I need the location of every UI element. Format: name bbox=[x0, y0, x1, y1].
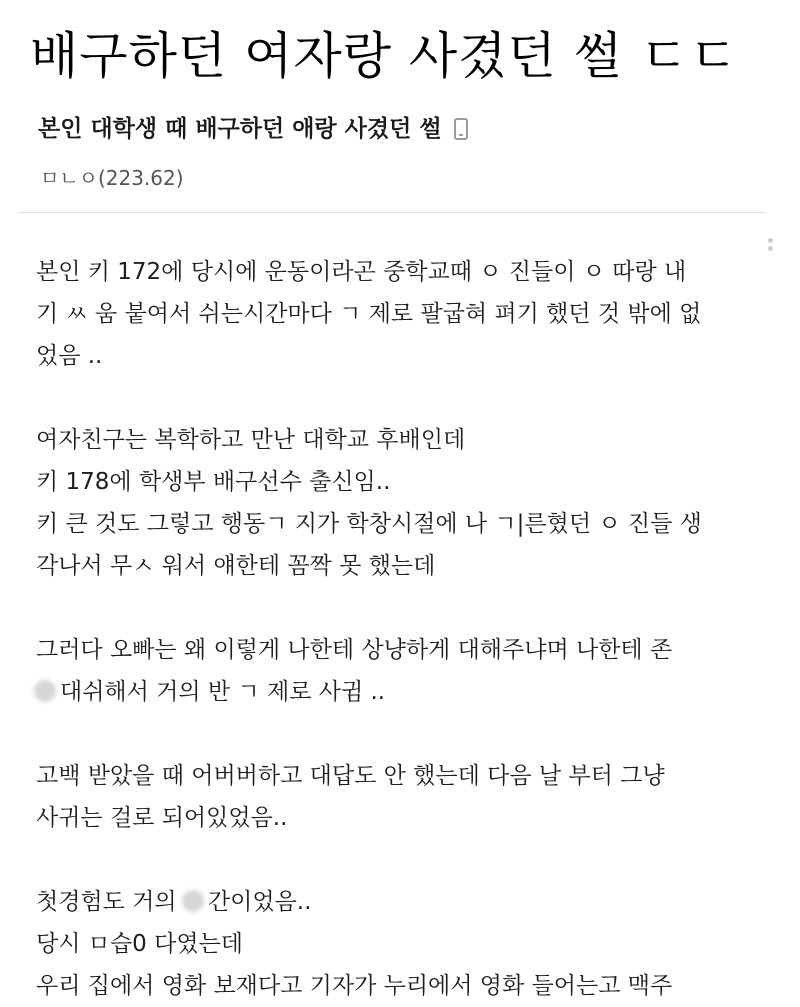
body-text-span: 간이었음.. bbox=[207, 889, 312, 915]
headline: 배구하던 여자랑 사겼던 썰 ㄷㄷ bbox=[30, 27, 739, 85]
post-title-text: 본인 대학생 때 배구하던 애랑 사겼던 썰 bbox=[38, 116, 442, 142]
post-body bbox=[36, 251, 776, 1007]
author-info[interactable]: ㅁㄴㅇ(223.62) bbox=[40, 166, 184, 190]
body-line bbox=[36, 671, 776, 713]
body-line: 당시 ㅁ습0 다였는데 bbox=[36, 931, 243, 957]
blur-mark bbox=[182, 890, 204, 912]
body-text-span: 첫경험도 거의 bbox=[36, 889, 177, 915]
body-line: 키 178에 학생부 배구선수 출신임.. bbox=[36, 469, 391, 495]
body-line: 그러다 오빠는 왜 이렇게 나한테 상냥하게 대해주냐며 나한테 존 bbox=[36, 637, 673, 663]
phone-icon bbox=[454, 118, 468, 140]
body-line: 여자친구는 복학하고 만난 대학교 후배인데 bbox=[36, 427, 466, 453]
body-line: 우리 집에서 영화 보재다고 기자가 누리에서 영화 들어는고 맥주 bbox=[36, 973, 673, 999]
body-line: 각나서 무ㅅ 워서 얘한테 꼼짝 못 했는데 bbox=[36, 553, 436, 579]
body-text-span: 대쉬해서 거의 반 ㄱ 제로 사귐 .. bbox=[60, 679, 386, 705]
body-line bbox=[36, 881, 776, 923]
body-line: 었음 .. bbox=[36, 343, 103, 369]
body-line: 고백 받았을 때 어버버하고 대답도 안 했는데 다음 날 부터 그냥 bbox=[36, 763, 665, 789]
scroll-indicator bbox=[768, 238, 774, 252]
blur-mark bbox=[34, 680, 56, 702]
body-line: 키 큰 것도 그렇고 행동ㄱ 지가 학창시절에 나 ㄱ|른혔던 ㅇ 진들 생 bbox=[36, 511, 702, 537]
body-line: 기 ㅆ 움 붙여서 쉬는시간마다 ㄱ 제로 팔굽혀 펴기 했던 것 밖에 없 bbox=[36, 301, 702, 327]
divider bbox=[18, 212, 766, 213]
body-line: 본인 키 172에 당시에 운동이라곤 중학교때 ㅇ 진들이 ㅇ 따랑 내 bbox=[36, 259, 687, 285]
post-title[interactable] bbox=[38, 108, 468, 150]
body-line: 사귀는 걸로 되어있었음.. bbox=[36, 805, 288, 831]
